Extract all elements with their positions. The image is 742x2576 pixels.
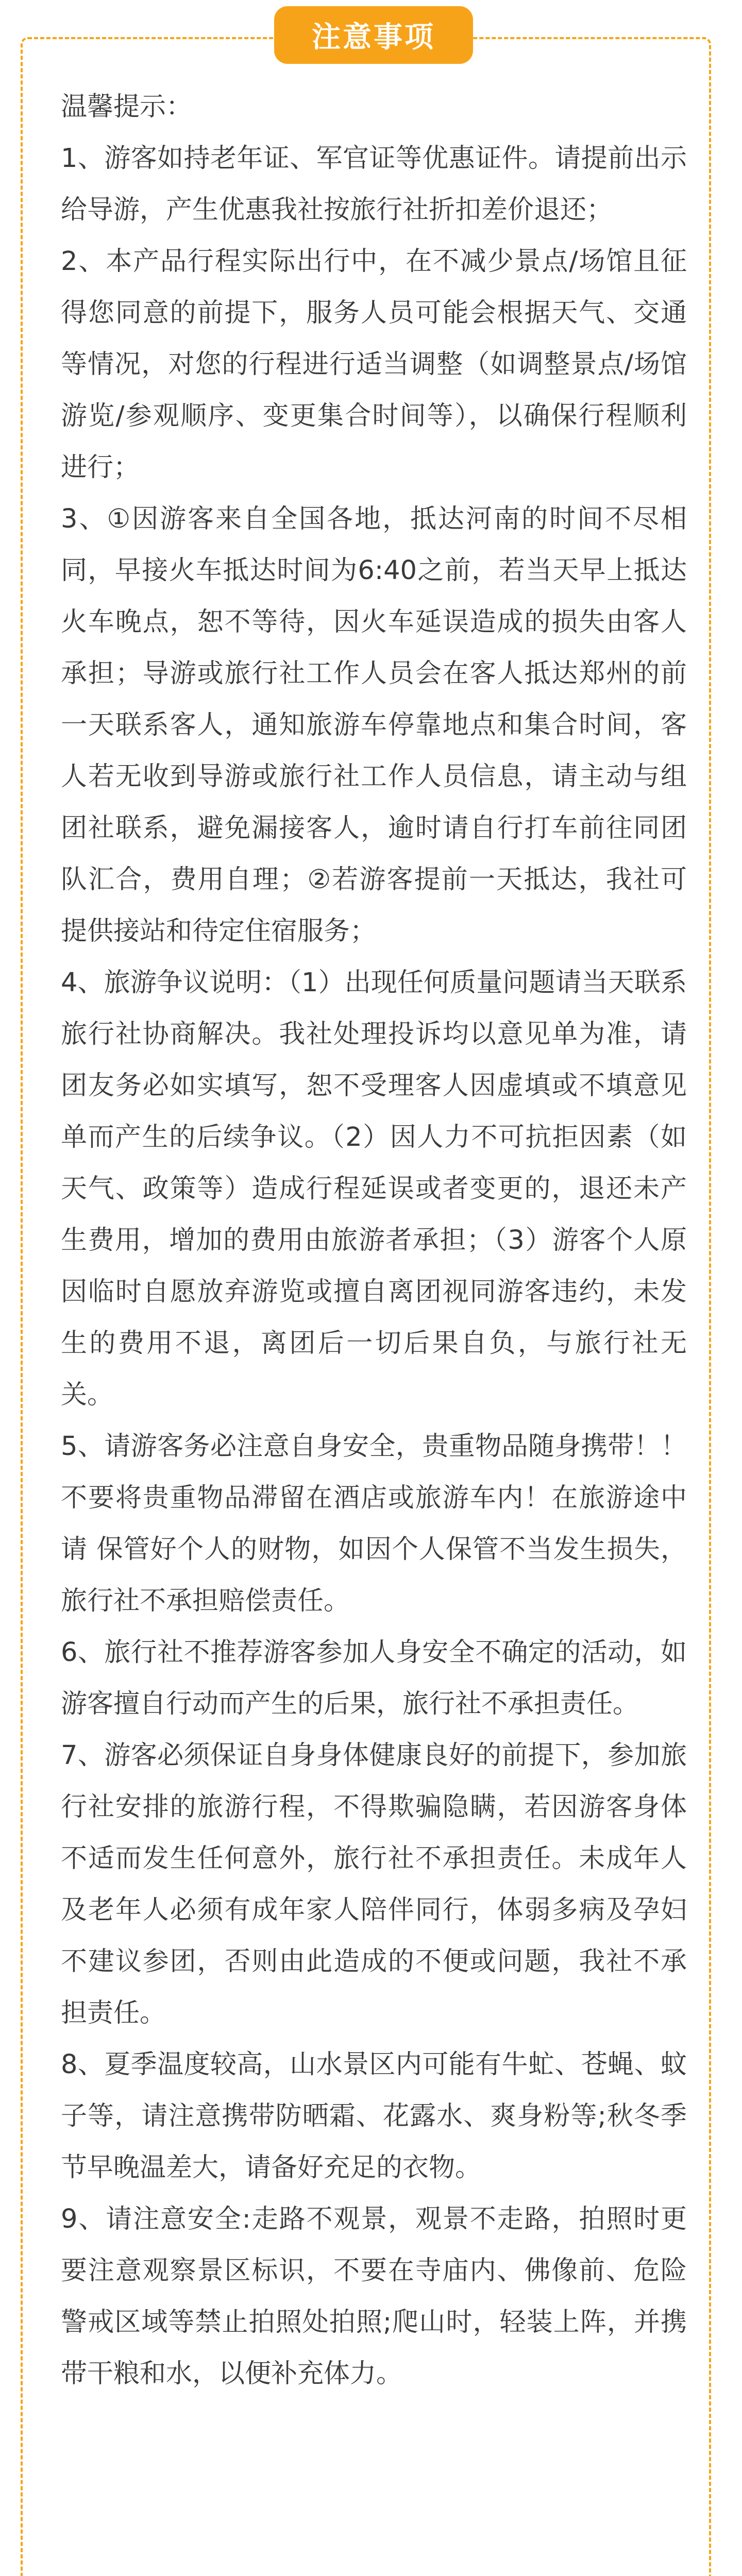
notice-item-9: 9、请注意安全:走路不观景，观景不走路，拍照时更要注意观察景区标识，不要在寺庙内、佛像前、危险警戒区域等禁止拍照处拍照;爬山时，轻装上阵，并携带干粮和水，以便补充体力。 (61, 2204, 687, 2389)
title-badge: 注意事项 (274, 6, 473, 64)
notice-item-6: 6、旅行社不推荐游客参加人身安全不确定的活动，如游客擅自行动而产生的后果，旅行社不承担责任。 (61, 1637, 687, 1719)
notice-item-3: 3、①因游客来自全国各地，抵达河南的时间不尽相同，早接火车抵达时间为6:40之前，若当天早上抵达火车晚点，恕不等待，因火车延误造成的损失由客人承担；导游或旅行社工作人员会在客人抵达郑州的前一天联系客人，通知旅游车停靠地点和集合时间，客人若无收到导游或旅行社工作人员信息，请主动与组团社联系，避免漏接客人，逾时请自行打车前往同团队汇合，费用自理；②若游客提前一天抵达，我社可提供接站和待定住宿服务； (61, 504, 687, 946)
intro-text: 温馨提示： (61, 92, 193, 122)
notice-item-5: 5、请游客务必注意自身安全，贵重物品随身携带！！不要将贵重物品滞留在酒店或旅游车内！在旅游途中请 保管好个人的财物，如因个人保管不当发生损失，旅行社不承担赔偿责任。 (61, 1431, 687, 1616)
notice-item-7: 7、游客必须保证自身身体健康良好的前提下，参加旅行社安排的旅游行程，不得欺骗隐瞒，若因游客身体 不适而发生任何意外，旅行社不承担责任。未成年人及老年人必须有成年家人陪伴同行，体弱多病及孕妇不建议参团，否则由此造成的不便或问题，我社不承担责任。 (61, 1740, 687, 2028)
notice-item-1: 1、游客如持老年证、军官证等优惠证件。请提前出示给导游，产生优惠我社按旅行社折扣差价退还； (61, 143, 687, 225)
notice-item-2: 2、本产品行程实际出行中，在不减少景点/场馆且征得您同意的前提下，服务人员可能会根据天气、交通等情况，对您的行程进行适当调整（如调整景点/场馆游览/参观顺序、变更集合时间等），以确保行程顺利进行； (61, 246, 687, 483)
notice-content (61, 81, 687, 2400)
notice-item-4: 4、旅游争议说明：（1）出现任何质量问题请当天联系旅行社协商解决。我社处理投诉均以意见单为准，请团友务必如实填写，恕不受理客人因虚填或不填意见单而产生的后续争议。（2）因人力不可抗拒因素（如天气、政策等）造成行程延误或者变更的，退还未产生费用，增加的费用由旅游者承担；（3）游客个人原因临时自愿放弃游览或擅自离团视同游客违约，未发生的费用不退，离团后一切后果自负，与旅行社无关。 (61, 968, 687, 1410)
notice-item-8: 8、夏季温度较高，山水景区内可能有牛虻、苍蝇、蚊子等，请注意携带防晒霜、花露水、爽身粉等;秋冬季节早晚温差大，请备好充足的衣物。 (61, 2049, 687, 2183)
